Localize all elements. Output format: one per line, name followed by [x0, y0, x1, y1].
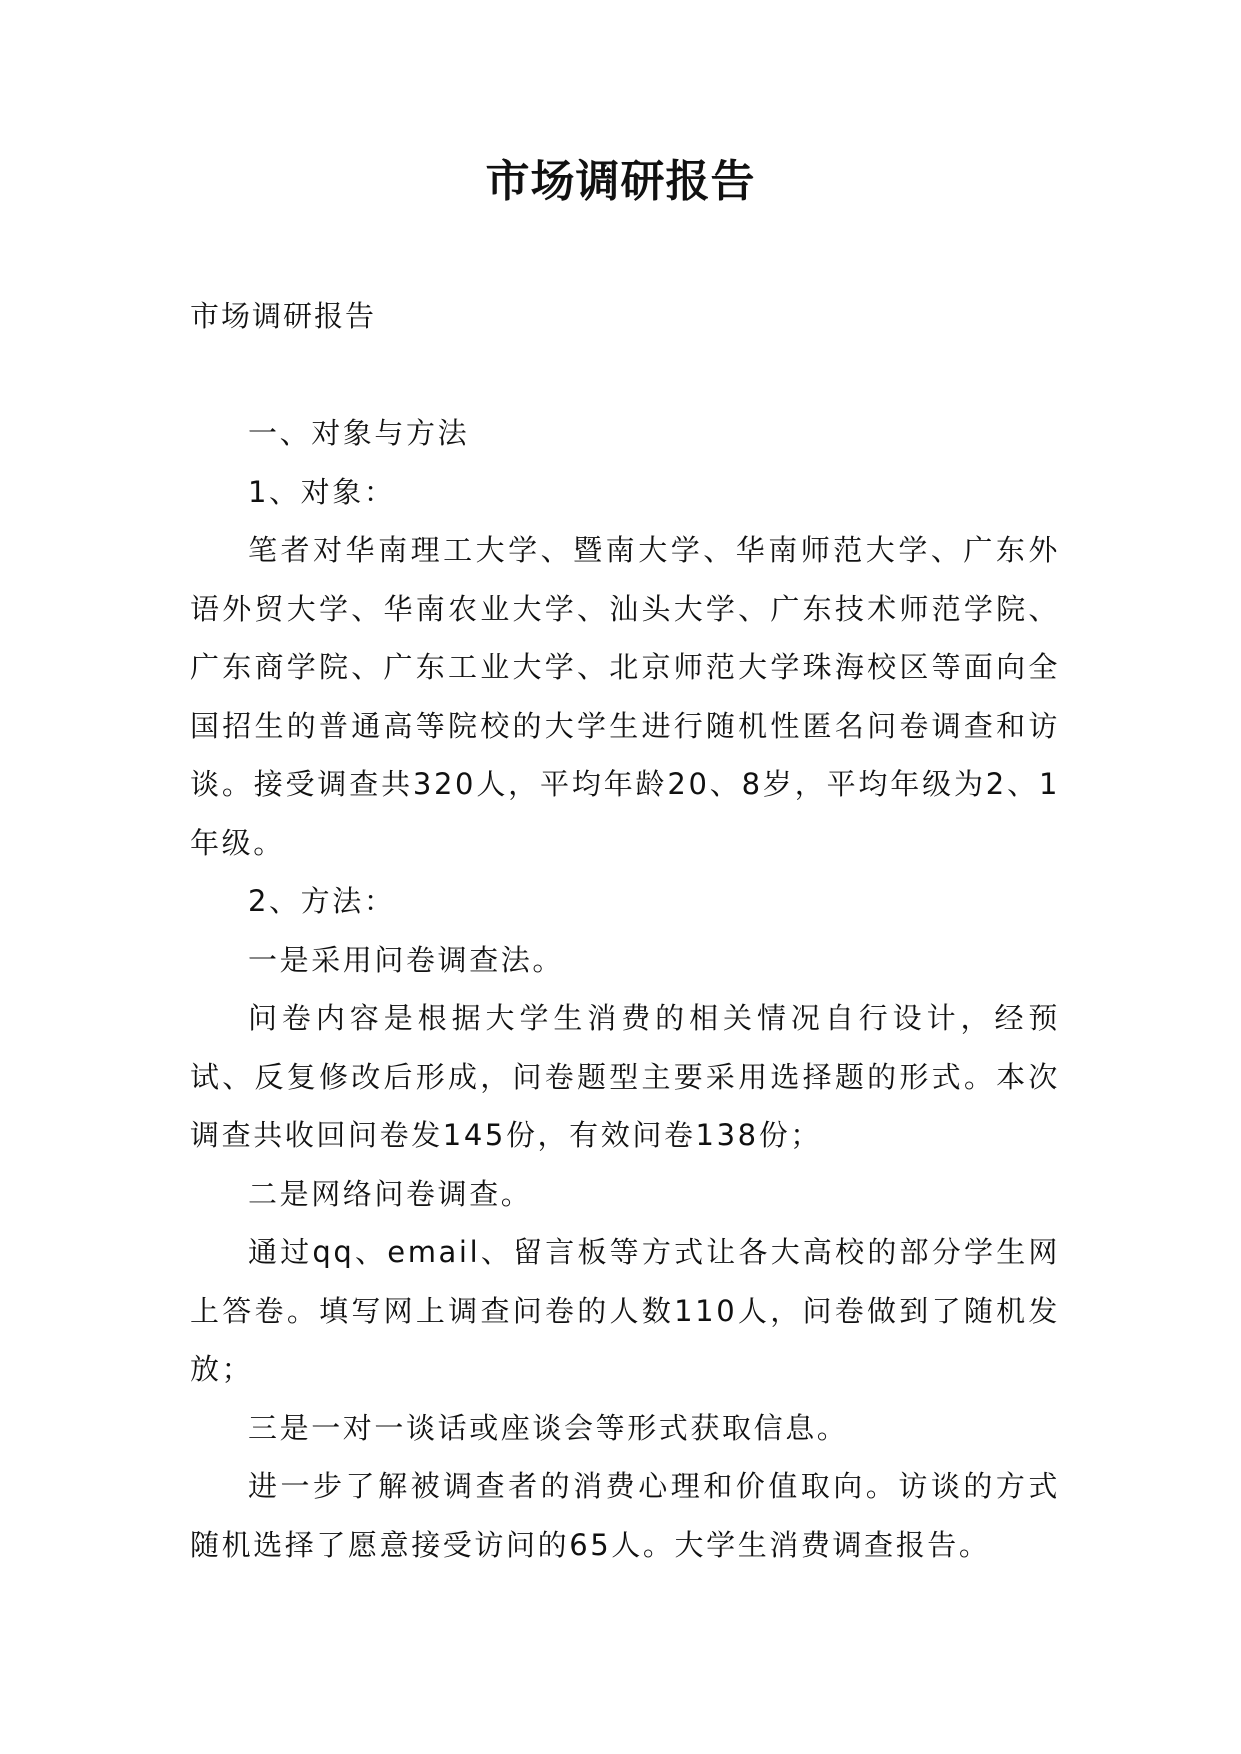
paragraph-online-survey: 通过qq、email、留言板等方式让各大高校的部分学生网上答卷。填写网上调查问卷的人数110人，问卷做到了随机发放； — [190, 1235, 1060, 1386]
paragraph-interviews: 进一步了解被调查者的消费心理和价值取向。访谈的方式随机选择了愿意接受访问的65人。大学生消费调查报告。 — [190, 1469, 1060, 1562]
method-two-heading: 二是网络问卷调查。 — [248, 1176, 533, 1211]
paragraph-questionnaire: 问卷内容是根据大学生消费的相关情况自行设计，经预试、反复修改后形成，问卷题型主要采用选择题的形式。本次调查共收回问卷发145份，有效问卷138份； — [190, 1001, 1060, 1152]
document-subtitle: 市场调研报告 — [190, 299, 377, 333]
method-three-heading: 三是一对一谈话或座谈会等形式获取信息。 — [248, 1410, 849, 1445]
document-title: 市场调研报告 — [485, 156, 756, 207]
method-one-heading: 一是采用问卷调查法。 — [248, 942, 565, 977]
paragraph-objects-description: 笔者对华南理工大学、暨南大学、华南师范大学、广东外语外贸大学、华南农业大学、汕头大学、广东技术师范学院、广东商学院、广东工业大学、北京师范大学珠海校区等面向全国招生的普通高等院校的大学生进行随机性匿名问卷调查和访谈。接受调查共320人，平均年龄20、8岁，平均年级为2、1年级。 — [190, 533, 1060, 860]
subsection-heading-objects: 1、对象： — [248, 474, 396, 509]
section-heading-objects-methods: 一、对象与方法 — [248, 416, 470, 450]
subsection-heading-methods: 2、方法： — [248, 884, 396, 918]
document-body — [190, 404, 1060, 1574]
